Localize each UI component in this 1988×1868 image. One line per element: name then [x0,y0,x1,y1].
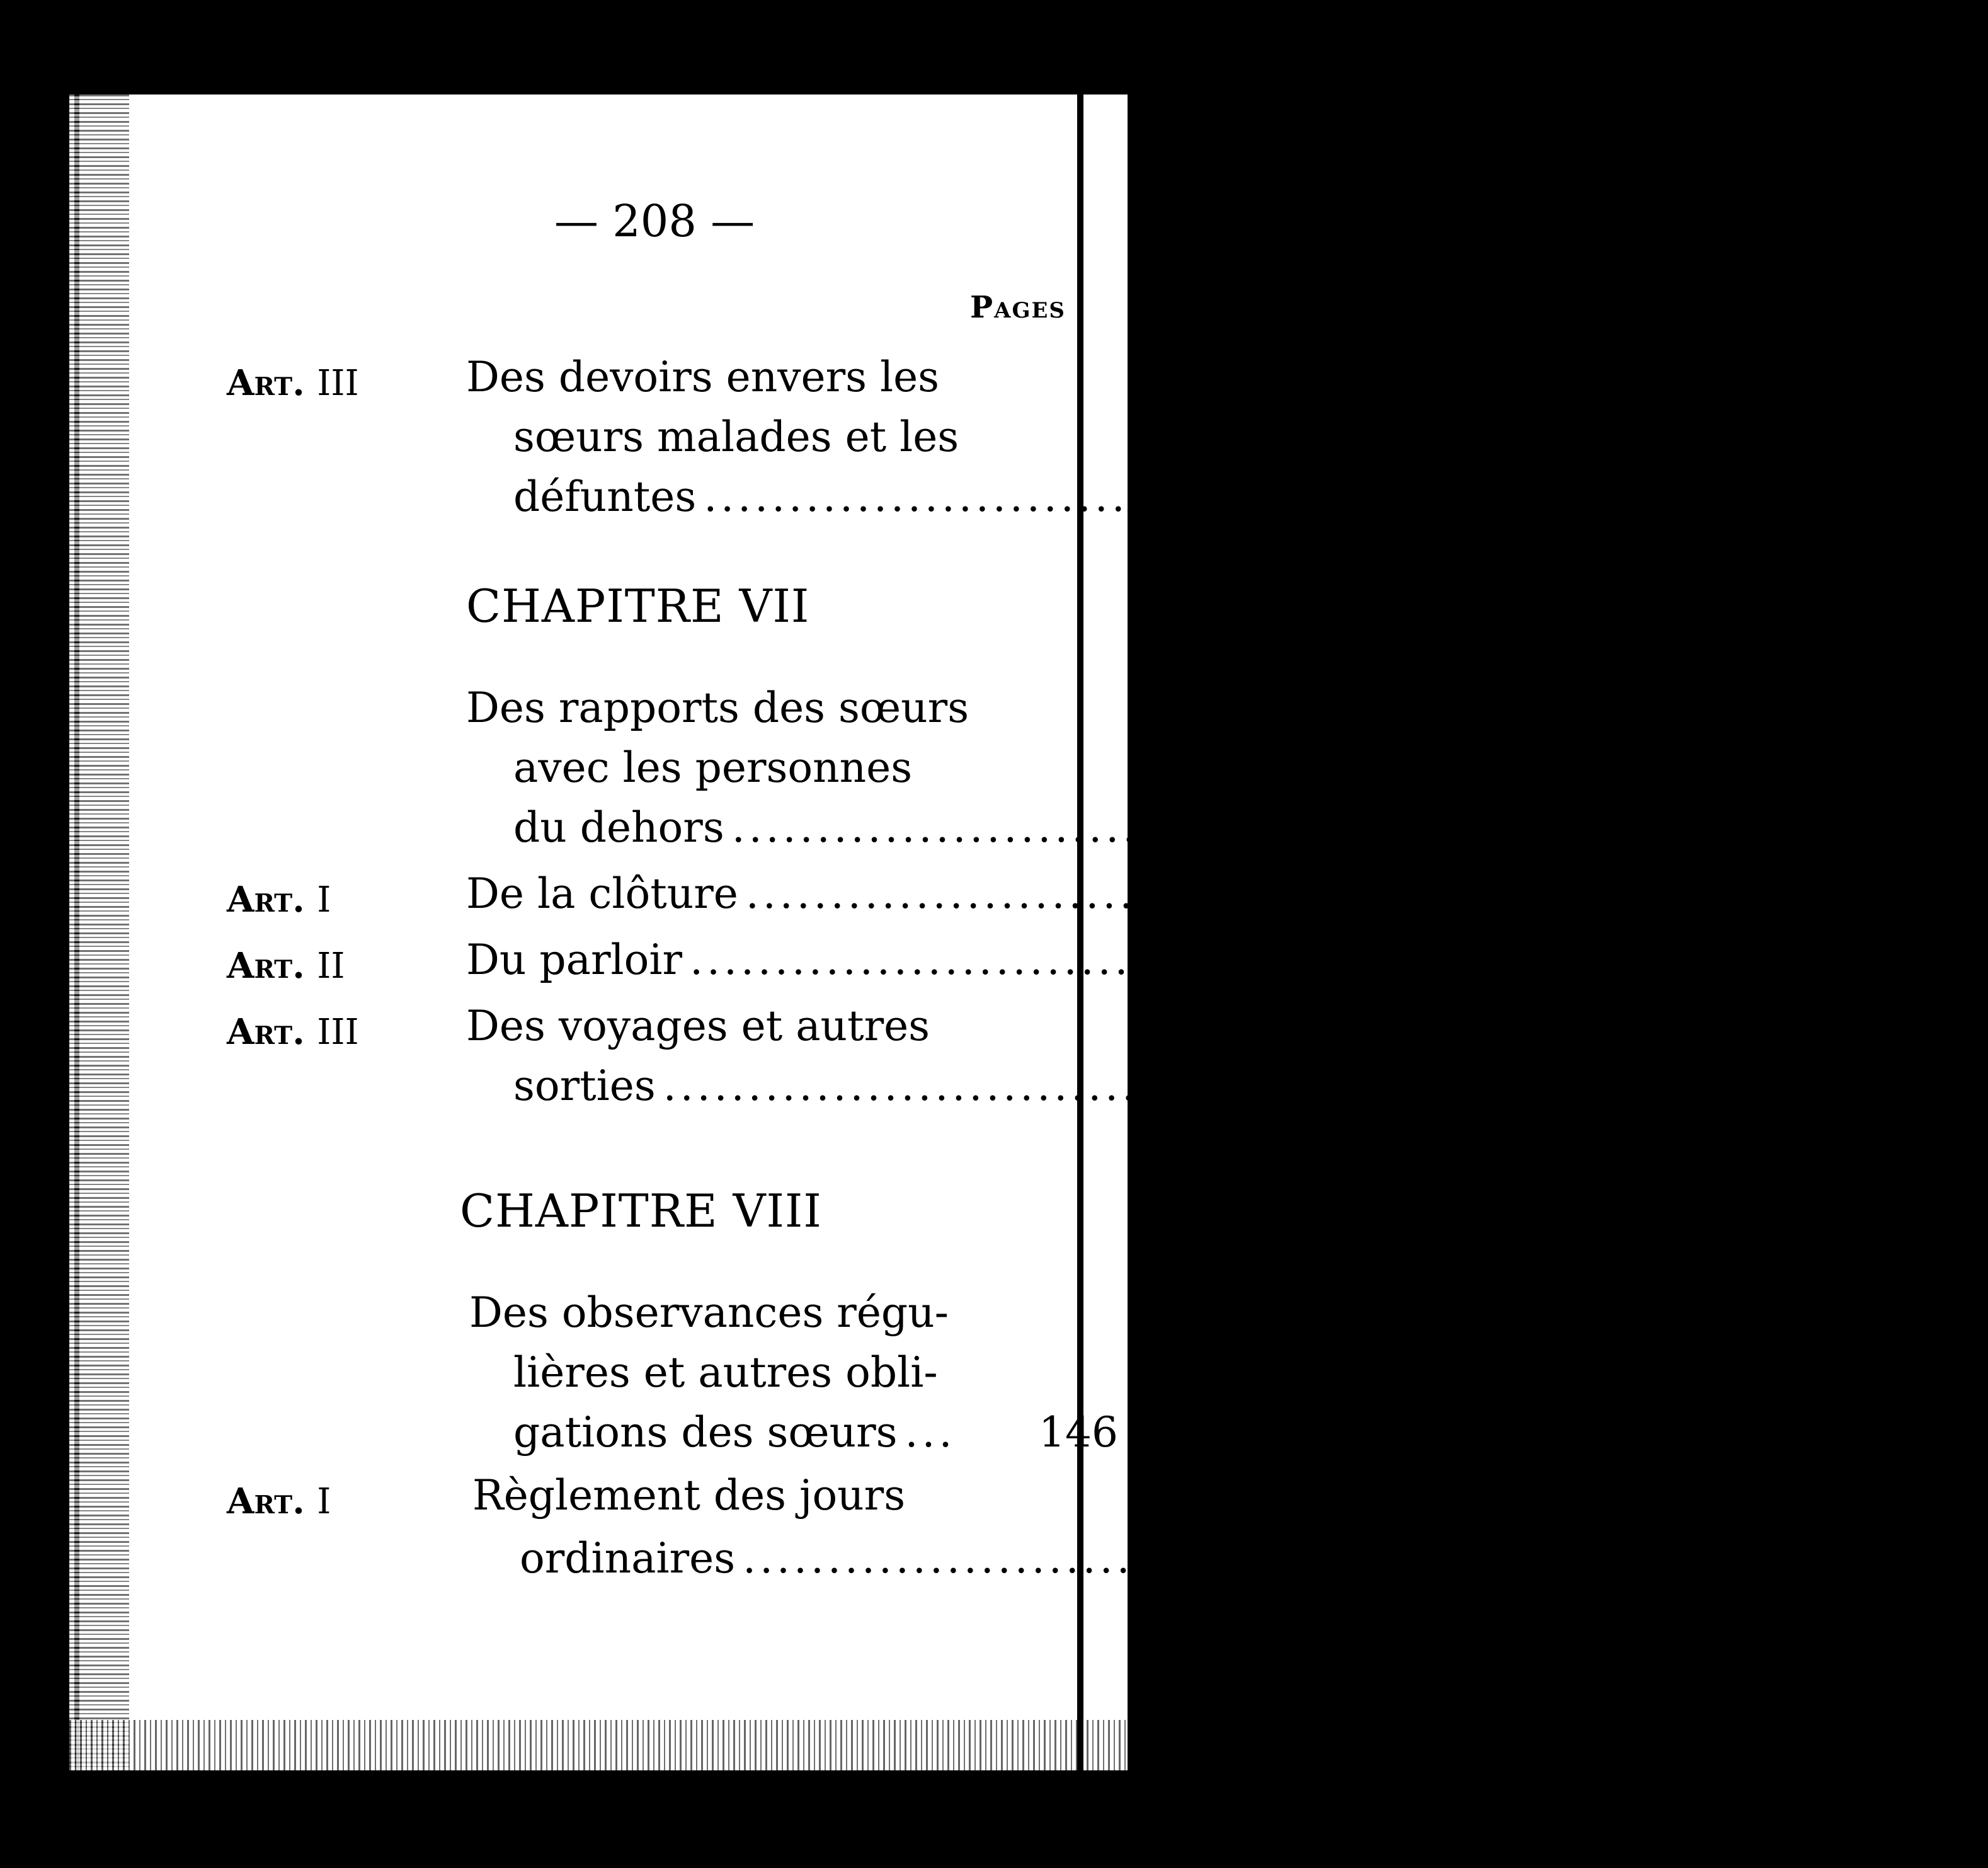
article-label: Art. III [227,362,359,404]
entry-line: Des voyages et autres [466,1002,930,1050]
entry-label: Du parloir [466,936,683,984]
leader-dots: .................................................................... [704,473,1859,521]
leader-dots: .................................................................... [663,1062,1819,1110]
leader-dots: .................................................................... [690,936,1846,984]
entry-line: lières et autres obli- [513,1348,938,1397]
entry-label: gations des sœurs [513,1408,898,1457]
toc-entry [513,473,1946,521]
entry-label: défuntes [513,473,697,521]
toc-entry [513,1062,1906,1110]
entry-label: ordinaires [520,1534,736,1583]
entry-page: 140 [1826,1062,1906,1110]
page-right-edge [1077,95,1083,1770]
entry-line: Des devoirs envers les [466,353,940,401]
pages-header: Pages [970,290,1066,325]
page-left-speckle [69,95,129,1770]
leader-dots: .................................................................... [745,869,1902,918]
page-bottom-speckle [69,1720,1128,1770]
toc-entry [466,869,1988,918]
leader-dots: .................................................................... [731,803,1888,852]
entry-page: 136 [1895,803,1975,852]
entry-line: Des observances régu- [469,1288,949,1337]
toc-entry [513,1408,1118,1457]
entry-line: avec les personnes [513,743,913,792]
toc-entry [520,1534,1985,1583]
entry-line: Règlement des jours [472,1471,906,1520]
entry-label: De la clôture [466,869,738,918]
leader-dots: .................................................................... [743,1534,1899,1583]
entry-page: 131 [1866,473,1946,521]
entry-page: 137 [1853,936,1933,984]
chapter-title: CHAPITRE VIII [460,1184,822,1237]
book-page [69,95,1988,1770]
article-label: Art. I [227,879,331,920]
entry-label: du dehors [513,803,724,852]
chapter-title: CHAPITRE VII [466,580,810,633]
page-number: — 208 — [554,195,755,247]
entry-line: Des rapports des sœurs [466,684,969,732]
entry-line: sœurs malades et les [513,413,959,461]
article-label: Art. III [227,1011,359,1053]
article-label: Art. II [227,945,345,987]
leader-dots: ... [905,1408,956,1457]
entry-page: 146 [1039,1408,1118,1457]
toc-entry [466,936,1933,984]
entry-page: 146 [1905,1534,1985,1583]
entry-label: sorties [513,1062,656,1110]
entry-page: 136 [1909,869,1988,918]
toc-entry [513,803,1975,852]
article-label: Art. I [227,1481,331,1522]
